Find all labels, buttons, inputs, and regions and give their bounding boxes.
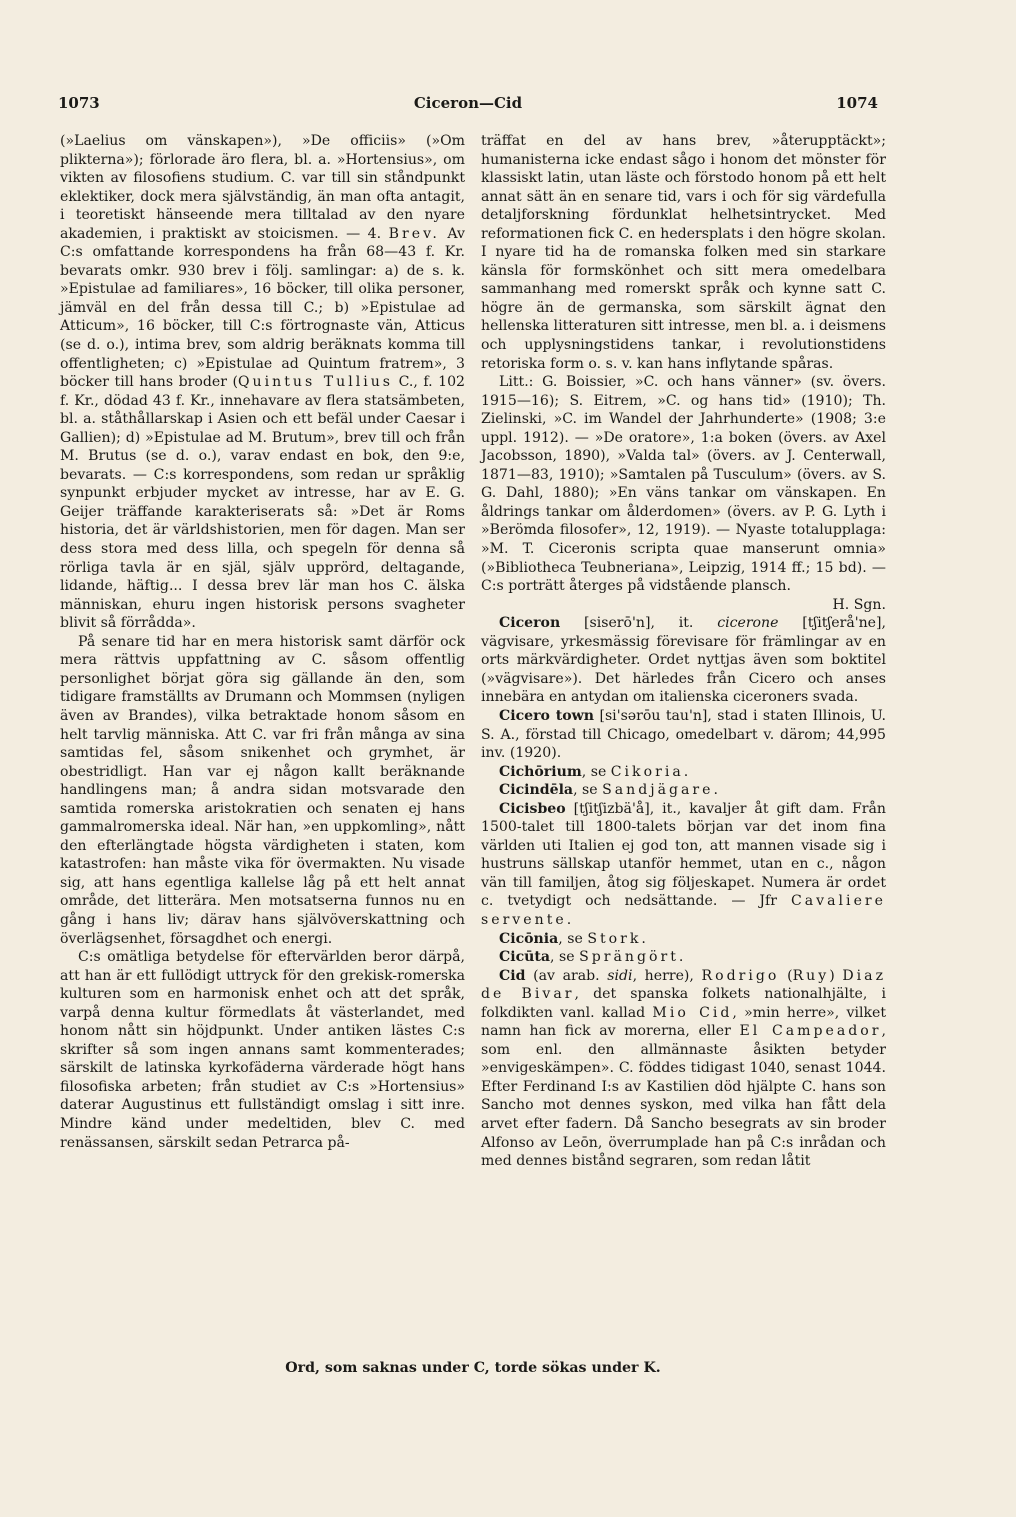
cross-reference: Cikoria	[610, 763, 684, 780]
headword-cicero-town: Cicero town	[499, 707, 595, 724]
entry-cicisbeo: Cicisbeo [tʃitʃizbä'å], it., kavaljer åt gift dam. Från 1500-talet till 1800-talets början var det inom fina världen uti Italien ej god ton, att mannen visade sig i hustruns sällskap utanför hemmet, utan en c., någon vän till familjen, åtog sig följeskapet. Numera är ordet c. tvetydigt och nedsättande. — Jfr Cavaliere servente.	[481, 800, 886, 928]
section-term-brev: Brev.	[388, 225, 440, 242]
left-column	[60, 132, 465, 1152]
headword-cid: Cid	[499, 967, 526, 984]
page-header	[58, 94, 878, 118]
headword-cicisbeo: Cicisbeo	[499, 800, 566, 817]
page-number-right: 1074	[836, 94, 878, 112]
headword-ciconia: Cicōnia	[499, 930, 559, 947]
headword-cicuta: Cicūta	[499, 949, 551, 966]
cross-reference: Cavaliere servente	[481, 893, 886, 928]
author-signature: H. Sgn.	[832, 596, 886, 613]
headword-cicindela: Cicindēla	[499, 782, 574, 799]
entry-ciconia: Cicōnia, se Stork.	[499, 930, 646, 947]
reception-paragraph: träffat en del av hans brev, »återupptäckt»; humanisterna icke endast sågo i honom det mönster för klassiskt latin, utan läste och förstodo honom på ett helt annat sätt än en senare tid, vars i och för sig värdefulla detaljforskning fördunklat helhetsintrycket. Med reformationen fick C. en hedersplats i den högre skolan. I nyare tid ha de romanska folken med sin starkare känsla för formskönhet och sitt mera omedelbara sammanhang med romerskt språk och kynne satt C. högre än de germanska, som särskilt ägnat den hellenska litteraturen sitt intresse, men bl. a. i deismens och upplysningstidens tankar, i revolutionstidens retoriska form o. s. v. kan hans inflytande spåras.	[481, 133, 886, 372]
footer-note: Ord, som saknas under C, torde sökas under K.	[285, 1360, 661, 1376]
entry-ciceron: Ciceron [siserō'n], it. cicerone [tʃitʃerå'ne], vägvisare, yrkesmässig förevisare för främlingar av en orts märkvärdigheter. Ordet nyttjas även som boktitel (»vägvisare»). Det härledes från Cicero och anses innebära en antydan om italienska ciceroners svada.	[481, 615, 886, 706]
assessment-paragraph: På senare tid har en mera historisk samt därför ock mera rättvis uppfattning av C. såsom offentlig personlighet börjat göra sig gällande än den, som tidigare framställts av Drumann och Mommsen (nyligen även av Brandes), vilka betraktade honom såsom en helt tarvlig människa. Att C. var fri från många av sina samtidas fel, såsom snikenhet och grymhet, är obestridligt. Han var ej någon kallt beräknande handlingens man; å andra sidan motsvarade den samtida romerska aristokratien och senaten ej hans gammalromerska ideal. När han, »en uppkomling», nått den efterlängtade högsta värdigheten i staten, kom katastrofen: han måste vika för övermakten. Nu visade sig, att hans egentliga kallelse låg på ett helt annat område, det litterära. Men motsatserna funnos nu en gång i hans liv; därav hans självöverskattning och överlägsenhet, försagdhet och energi.	[60, 633, 465, 947]
page-number-left: 1073	[58, 94, 100, 112]
literature-paragraph: Litt.: G. Boissier, »C. och hans vänner» (sv. övers. 1915—16); S. Eitrem, »C. og hans tid» (1910); Th. Zielinski, »C. im Wandel der Jahrhunderte» (1908; 3:e uppl. 1912). — »De oratore», 1:a boken (övers. av Axel Jacobsson, 1890), »Valda tal» (övers. av J. Centerwall, 1871—83, 1910); »Samtalen på Tusculum» (övers. av S. G. Dahl, 1880); »En väns tankar om vänskapen. En åldrings tankar om ålderdomen» (övers. av P. G. Lyth i »Berömda filosofer», 12, 1919). — Nyaste totalupplaga: »M. T. Ciceronis scripta quae manserunt omnia» (»Bibliotheca Teubneriana», Leipzig, 1914 ff.; 15 bd). — C:s porträtt återges på vidstående plansch. H. Sgn.	[481, 374, 886, 613]
letters-paragraph: (»Laelius om vänskapen»), »De officiis» (»Om plikterna»); förlorade äro flera, bl. a. »Hortensius», om vikten av filosofiens studium. C. var till sin ståndpunkt eklektiker, dock mera självständig, än man ofta antagit, i teoretiskt hänseende mera tilltalad av den nyare akademien, i praktiskt av stoicismen. — 4. Brev. Av C:s omfattande korrespondens ha från 68—43 f. Kr. bevarats omkr. 930 brev i följ. samlingar: a) de s. k. »Epistulae ad familiares», 16 böcker, till olika personer, jämväl en del från dessa till C.; b) »Epistulae ad Atticum», 16 böcker, till C:s förtrognaste vän, Atticus (se d. o.), intima brev, som aldrig beräknats komma till offentligheten; c) »Epistulae ad Quintum fratrem», 3 böcker till hans broder (Quintus Tullius C., f. 102 f. Kr., dödad 43 f. Kr., innehavare av flera statsämbeten, bl. a. ståthållarskap i Asien och ett befäl under Caesar i Gallien); d) »Epistulae ad M. Brutum», brev till och från M. Brutus (se d. o.), varav endast en bok, den 9:e, bevarats. — C:s korrespondens, som redan ur språklig synpunkt erbjuder mycket av intresse, har av E. G. Geijer träffande karakteriserats så: »Det är Roms historia, det är världshistorien, men för dagen. Man ser dess stora med dess lilla, och spegeln för denna så rörliga tavla är en själ, själv upprörd, deltagande, lidande, häftig... I dessa brev lär man hos C. älska människan, ehuru ingen historisk persons svagheter blivit så förrådda».	[60, 133, 465, 632]
entry-cid: Cid (av arab. sidi, herre), Rodrigo (Ruy) Diaz de Bivar, det spanska folkets nationalhjälte, i folkdikten vanl. kallad Mio Cid, »min herre», vilket namn han fick av morerna, eller El Campeador, som enl. den allmännaste åsikten betyder »envigeskämpen». C. föddes tidigast 1040, senast 1044. Efter Ferdinand I:s av Kastilien död hjälpte C. hans son Sancho mot dennes syskon, med vilka han fått dela arvet efter fadern. Då Sancho besegrats av sin broder Alfonso av Leōn, överrumplade han på C:s inrådan och med dennes bistånd segraren, som redan låtit	[481, 967, 887, 1170]
name-quintus-tullius: Quintus Tullius	[238, 374, 394, 391]
entry-cicero-town: Cicero town [si'sərōu tau'n], stad i staten Illinois, U. S. A., förstad till Chicago, omedelbart v. därom; 44,995 inv. (1920).	[481, 707, 886, 762]
cross-reference: Sandjägare	[602, 782, 714, 799]
cross-reference: Stork	[587, 930, 642, 947]
cross-reference: Sprängört	[579, 949, 679, 966]
legacy-paragraph: C:s omätliga betydelse för eftervärlden beror därpå, att han är ett fullödigt uttryck för den grekisk-romerska kulturen som en harmonisk enhet och att det språk, varpå denna kultur förmedlats åt västerlandet, med honom nått sin höjdpunkt. Under antiken lästes C:s skrifter så som ingen annans samt kommenterades; särskilt de latinska kyrkofäderna värderade högt hans filosofiska arbeten; från studiet av C:s »Hortensius» daterar Augustinus ett fullständigt omslag i sitt inre. Mindre känd under medeltiden, blev C. med renässansen, särskilt sedan Petrarca på-	[60, 949, 465, 1151]
right-column	[481, 132, 886, 1171]
entry-cichorium: Cichōrium, se Cikoria.	[499, 763, 689, 780]
running-title: Ciceron—Cid	[413, 94, 523, 112]
entry-cicuta: Cicūta, se Sprängört.	[499, 949, 684, 966]
entry-cicindela: Cicindēla, se Sandjägare.	[499, 782, 718, 799]
headword-ciceron: Ciceron	[499, 615, 561, 632]
headword-cichorium: Cichōrium	[499, 763, 582, 780]
